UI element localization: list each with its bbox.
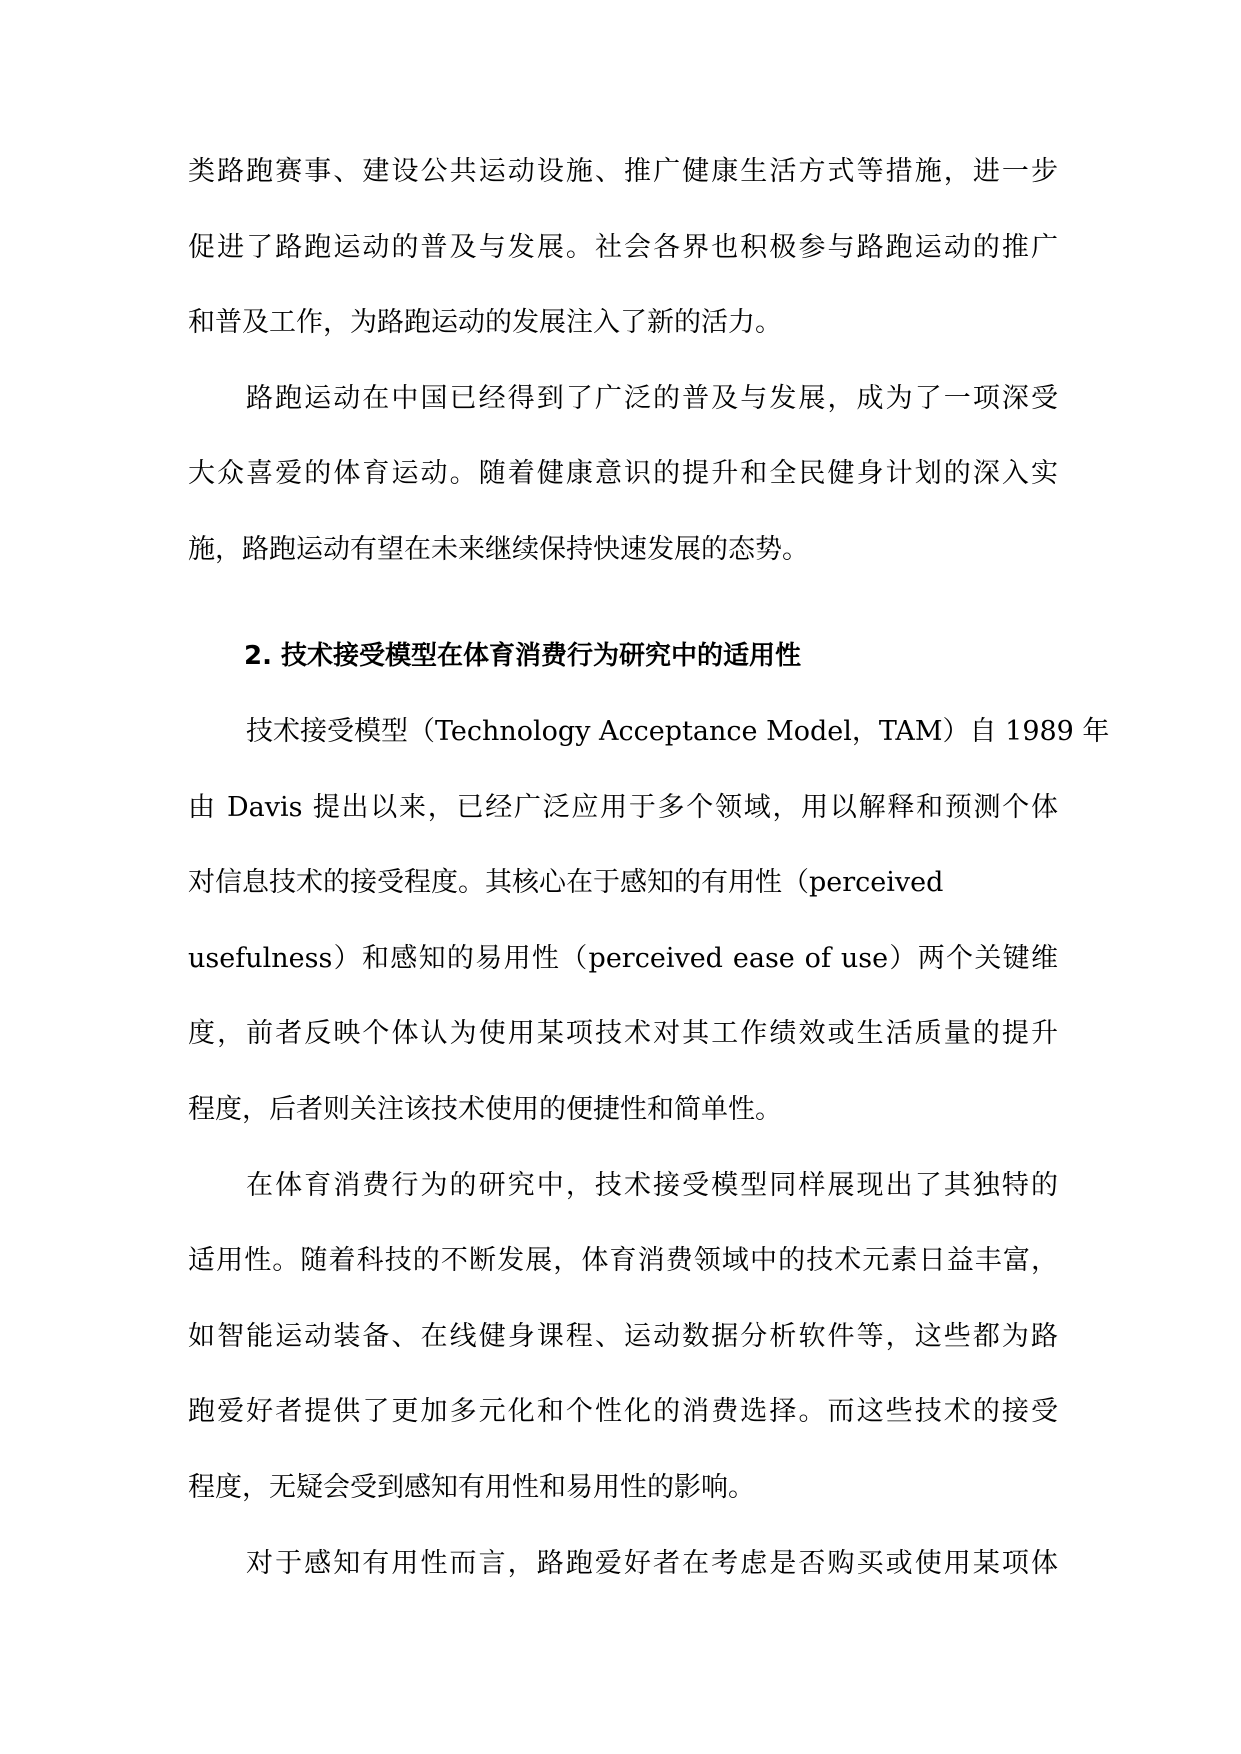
paragraph-line: 对于感知有用性而言，路跑爱好者在考虑是否购买或使用某项体 (246, 1548, 1058, 1579)
paragraph-line: 如智能运动装备、在线健身课程、运动数据分析软件等，这些都为路 (188, 1321, 1058, 1352)
paragraph-line: 技术接受模型（Technology Acceptance Model，TAM）自 1989 年 (246, 716, 1110, 747)
paragraph-line: 程度，无疑会受到感知有用性和易用性的影响。 (188, 1472, 755, 1503)
paragraph-line: 在体育消费行为的研究中，技术接受模型同样展现出了其独特的 (246, 1170, 1058, 1201)
paragraph-line: 类路跑赛事、建设公共运动设施、推广健康生活方式等措施，进一步 (188, 156, 1058, 187)
paragraph-line: usefulness）和感知的易用性（perceived ease of use）两个关键维 (188, 943, 1058, 974)
paragraph-line: 路跑运动在中国已经得到了广泛的普及与发展，成为了一项深受 (246, 383, 1058, 414)
section-heading: 2. 技术接受模型在体育消费行为研究中的适用性 (244, 641, 802, 671)
paragraph-line: 大众喜爱的体育运动。随着健康意识的提升和全民健身计划的深入实 (188, 458, 1058, 489)
paragraph-line: 跑爱好者提供了更加多元化和个性化的消费选择。而这些技术的接受 (188, 1396, 1058, 1427)
paragraph-line: 适用性。随着科技的不断发展，体育消费领域中的技术元素日益丰富， (188, 1245, 1058, 1276)
paragraph-line: 和普及工作，为路跑运动的发展注入了新的活力。 (188, 307, 782, 338)
paragraph-line: 对信息技术的接受程度。其核心在于感知的有用性（perceived (188, 867, 944, 898)
paragraph-line: 促进了路跑运动的普及与发展。社会各界也积极参与路跑运动的推广 (188, 232, 1058, 263)
paragraph-line: 度，前者反映个体认为使用某项技术对其工作绩效或生活质量的提升 (188, 1018, 1058, 1049)
paragraph-line: 由 Davis 提出以来，已经广泛应用于多个领域，用以解释和预测个体 (188, 792, 1058, 823)
paragraph-line: 施，路跑运动有望在未来继续保持快速发展的态势。 (188, 534, 809, 565)
paragraph-line: 程度，后者则关注该技术使用的便捷性和简单性。 (188, 1094, 782, 1125)
